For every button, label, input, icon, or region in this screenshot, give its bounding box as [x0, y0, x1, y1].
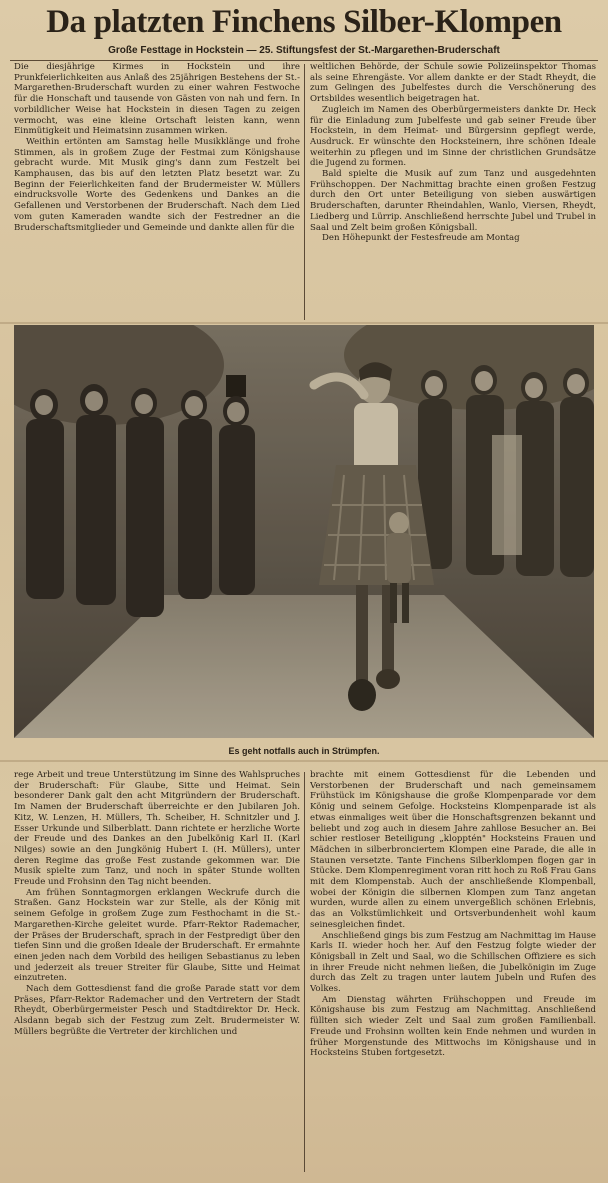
photo-caption: Es geht notfalls auch in Strümpfen. [228, 746, 380, 756]
photo-klompen-parade [14, 325, 594, 738]
paragraph: Am frühen Sonntagmorgen erklangen Weckrufe durch die Straßen. Ganz Hockstein war zur Stelle, als der König mit seinem Gefolge in großem Zuge zum Festhochamt in die St.-Margarethen-Kirche geleitet wurde. Pfarr-Rektor Rademacher, der Präses der Bruderschaft, sprach in der Festpredigt über den tiefen Sinn und die großen Ideale der Bruderschaft. Er ermahnte einen jeden nach dem Vorbild des heiligen Sebastianus zu leben und jederzeit als treuer Streiter für Glaube, Sitte und Heimat einzutreten. [14, 887, 300, 984]
subheadline: Große Festtage in Hockstein — 25. Stiftungsfest der St.-Margarethen-Bruderschaft [108, 45, 500, 56]
column-rule [304, 64, 305, 320]
paragraph: rege Arbeit und treue Unterstützung im Sinne des Wahlspruches der Bruderschaft: Für Glaube, Sitte und Heimat. Sein besonderer Dank galt den acht Mitgründern der Bruderschaft. Im Namen der Bruderschaft überreichte er den Jubilaren Joh. Kitz, W. Lenzen, H. Müllers, Th. Scheiber, H. Schnitzler und J. Esser Urkunde und Silberblatt. Dann richtete er herzliche Worte der Freude und des Dankes an den Jubelkönig Karl II. (Karl Nilges) sowie an den Jungkönig Hubert I. (H. Müllers), unter deren Regime das große Fest zustande gekommen war. Die Musik spielte zum Tanz, und noch in später Stunde wollten Freude und Frohsinn den Tag nicht beenden. [14, 770, 300, 888]
header-rule [10, 60, 598, 61]
paragraph: Zugleich im Namen des Oberbürgermeisters dankte Dr. Heck für die Einladung zum Jubelfeste und gab seiner Freude über Hockstein, in dem Heimat- und Bürgersinn gepflegt werde, Ausdruck. Er wünschte den Hocksteinern, ihre schönen Ideale weiterhin zu pflegen und im Sinne der christlichen Grundsätze die Jugend zu formen. [310, 104, 596, 169]
paragraph: Am Dienstag währten Frühschoppen und Freude im Königshause bis zum Festzug am Nachmittag. Anschließend füllten sich wieder Zelt und Saal zum großen Familienball. Freude und Frohsinn wollten kein Ende nehmen und wurden in früher Morgenstunde des Mittwochs im Königshause und in Hocksteins Stuben fortgesetzt. [310, 994, 596, 1059]
column-rule [304, 772, 305, 1172]
paragraph: Weithin ertönten am Samstag helle Musikklänge und frohe Stimmen, als in großem Zuge der Festmai zum Königshause gebracht wurde. Mit Musik ging's dann zum Festzelt bei Kamphausen, das bis auf den letzten Platz besetzt war. Zu Beginn der Feierlichkeiten fand der Brudermeister W. Müllers eindrucksvolle Worte des Gedenkens und Dankes an die Gefallenen und Verstorbenen der Bruderschaft. Nach dem Lied vom guten Kameraden wandte sich der Festredner an die Bruderschaftsmitglieder und Gemeinde und dankte allen für die [14, 136, 300, 233]
paragraph: Bald spielte die Musik auf zum Tanz und ausgedehnten Frühschoppen. Der Nachmittag brachte einen großen Festzug durch den Ort unter Beteiligung von sieben auswärtigen Bruderschaften, darunter Rheindahlen, Wanlo, Viersen, Rheydt, Liedberg und Lürrip. Anschließend herrschte Jubel und Trubel in Saal und Zelt beim großen Königsball. [310, 169, 596, 233]
column-top-left [14, 62, 300, 320]
photo-drawing [14, 325, 594, 738]
paragraph: brachte mit einem Gottesdienst für die Lebenden und Verstorbenen der Bruderschaft und nach gemeinsamem Frühstück im Königshause die große Klompenparade vor dem König und seinem Gefolge. Hocksteins Klompenparade ist als etwas einmaliges weit über die Honschaftsgrenzen bekannt und beliebt und zog auch in diesem Jahre zahllose Besucher an. Bei schier restloser Beteiligung „klopptén" Hocksteins Frauen und Mädchen in silberbronciertem Klompen eine Parade, die alle in Staunen versetzte. Tante Finchens Silberklompen flogen gar in Stücke. Dem Klompenregiment voran ritt hoch zu Roß Frau Gans mit dem Klompenstab. Auch der anschließende Klompenball, wobei der Königin die silbernen Klompen zum Tanz angetan wurden, wurde allen zu einem unvergeßlich schönen Erlebnis, das an Volkstümlichkeit und Ortsverbundenheit wohl kaum seinesgleichen findet. [310, 770, 596, 930]
paragraph: Nach dem Gottesdienst fand die große Parade statt vor dem Präses, Pfarr-Rektor Rademacher und den Vertretern der Stadt Rheydt, Oberbürgermeister Pesch und Stadtdirektor Dr. Heck. Alsdann begab sich der Festzug zum Zelt. Brudermeister W. Müllers begrüßte die Vertreter der kirchlichen und [14, 984, 300, 1037]
paragraph: Die diesjährige Kirmes in Hockstein und ihre Prunkfeierlichkeiten aus Anlaß des 25jährigen Bestehens der St.-Margarethen-Bruderschaft wurden zu einer wahren Festwoche für die Honschaft und tausende von Gästen von nah und fern. In vorbildlicher Weise hat Hockstein in diesen Tagen zu zeigen vermocht, was eine kleine Ortschaft leisten kann, wenn Einmütigkeit und Heimatsinn zusammen wirken. [14, 62, 300, 137]
fold-line [0, 760, 608, 762]
paragraph: weltlichen Behörde, der Schule sowie Polizeiinspektor Thomas als seine Ehrengäste. Vor allem dankte er der Stadt Rheydt, die zum Gelingen des Jubelfestes durch die Verschönerung des Ortsbildes wesentlich beigetragen hat. [310, 62, 596, 105]
headline: Da platzten Finchens Silber-Klompen [46, 4, 562, 40]
column-bottom-right [310, 770, 596, 1175]
column-top-right [310, 62, 596, 320]
fold-line [0, 322, 608, 324]
column-bottom-left [14, 770, 300, 1175]
paragraph: Den Höhepunkt der Festesfreude am Montag [322, 233, 520, 244]
paragraph: Anschließend gings bis zum Festzug am Nachmittag im Hause Karls II. wieder hoch her. Auf den Festzug folgte wieder der Königsball in Zelt und Saal, wo die Schillschen Offiziere es sich in ihrer Freude nicht nehmen ließen, die Jubelkönigin im Zuge durch das Zelt zu tragen unter lautem Jubeln und Rufen des Volkes. [310, 930, 596, 995]
